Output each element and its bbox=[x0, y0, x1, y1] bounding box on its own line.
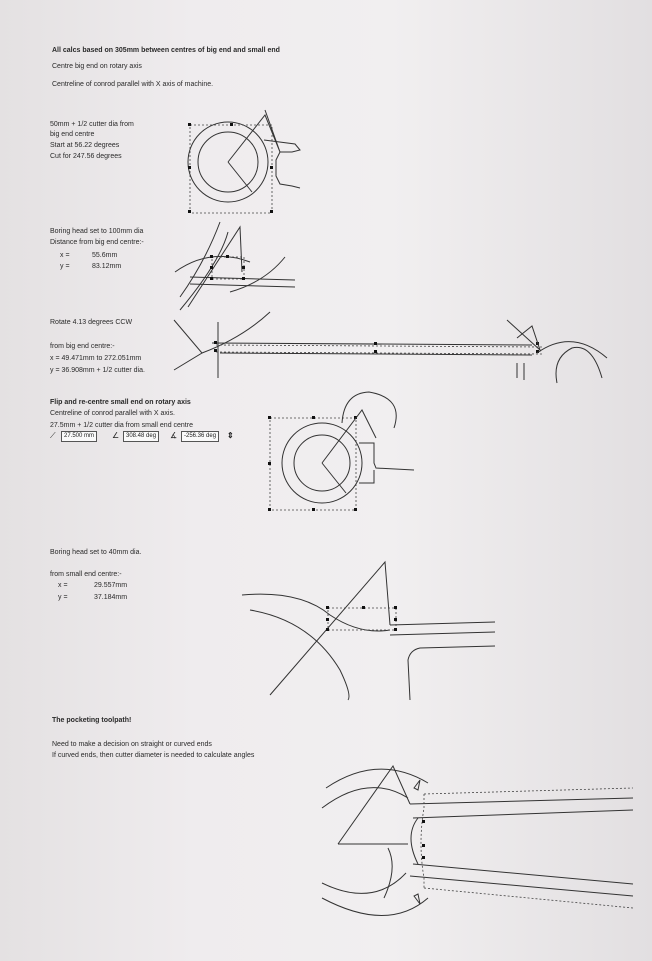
s6-line-1: Need to make a decision on straight or curved ends bbox=[52, 741, 212, 748]
radius-field[interactable]: 27.500 mm bbox=[61, 431, 97, 442]
s1-line-3: Start at 56.22 degrees bbox=[50, 142, 120, 149]
s2-x-label: x = bbox=[60, 252, 70, 259]
header-line-1: All calcs based on 305mm between centres of big end and small end bbox=[52, 47, 280, 54]
radius-icon[interactable]: ⟋ bbox=[50, 431, 56, 440]
s5-y-value: 37.184mm bbox=[94, 594, 128, 601]
s5-line-2: from small end centre:- bbox=[50, 571, 122, 578]
rotated-rod-diagram bbox=[172, 308, 612, 388]
sweep-angle-icon[interactable]: ∡ bbox=[170, 431, 178, 440]
angle-icon[interactable]: ∠ bbox=[112, 431, 120, 440]
s6-line-2: If curved ends, then cutter diameter is needed to calculate angles bbox=[52, 752, 255, 759]
header-line-2: Centre big end on rotary axis bbox=[52, 63, 142, 70]
sweep-angle-field[interactable]: -256.36 deg bbox=[181, 431, 219, 442]
s5-x-value: 29.557mm bbox=[94, 582, 128, 589]
s2-x-value: 55.6mm bbox=[92, 252, 118, 259]
s1-line-4: Cut for 247.56 degrees bbox=[50, 153, 122, 160]
small-end-diagram-2 bbox=[240, 560, 500, 700]
s6-title: The pocketing toolpath! bbox=[52, 717, 132, 724]
s2-line-1: Boring head set to 100mm dia bbox=[50, 228, 144, 235]
header-line-3: Centreline of conrod parallel with X axis of machine. bbox=[52, 81, 214, 88]
s4-line-2: 27.5mm + 1/2 cutter dia from small end centre bbox=[50, 422, 193, 429]
s5-line-1: Boring head set to 40mm dia. bbox=[50, 549, 142, 556]
s3-line-2: x = 49.471mm to 272.051mm bbox=[50, 355, 142, 362]
s5-x-label: x = bbox=[58, 582, 68, 589]
s3-rotate: Rotate 4.13 degrees CCW bbox=[50, 319, 133, 326]
s1-line-2: big end centre bbox=[50, 131, 95, 138]
s5-y-label: y = bbox=[58, 594, 68, 601]
big-end-diagram-1 bbox=[180, 100, 320, 220]
s4-line-1: Centreline of conrod parallel with X axis. bbox=[50, 410, 175, 417]
spin-icon[interactable]: ⇕ bbox=[227, 431, 234, 440]
s3-line-1: from big end centre:- bbox=[50, 343, 115, 350]
s1-line-1: 50mm + 1/2 cutter dia from bbox=[50, 121, 134, 128]
s2-y-value: 83.12mm bbox=[92, 263, 122, 270]
s2-line-2: Distance from big end centre:- bbox=[50, 239, 144, 246]
pocketing-toolpath-diagram bbox=[318, 758, 638, 958]
s3-line-3: y = 36.908mm + 1/2 cutter dia. bbox=[50, 367, 145, 374]
big-end-diagram-2 bbox=[170, 222, 300, 312]
small-end-diagram-1 bbox=[264, 388, 424, 518]
start-angle-field[interactable]: 308.48 deg bbox=[123, 431, 159, 442]
s4-title: Flip and re-centre small end on rotary axis bbox=[50, 399, 191, 406]
s2-y-label: y = bbox=[60, 263, 70, 270]
